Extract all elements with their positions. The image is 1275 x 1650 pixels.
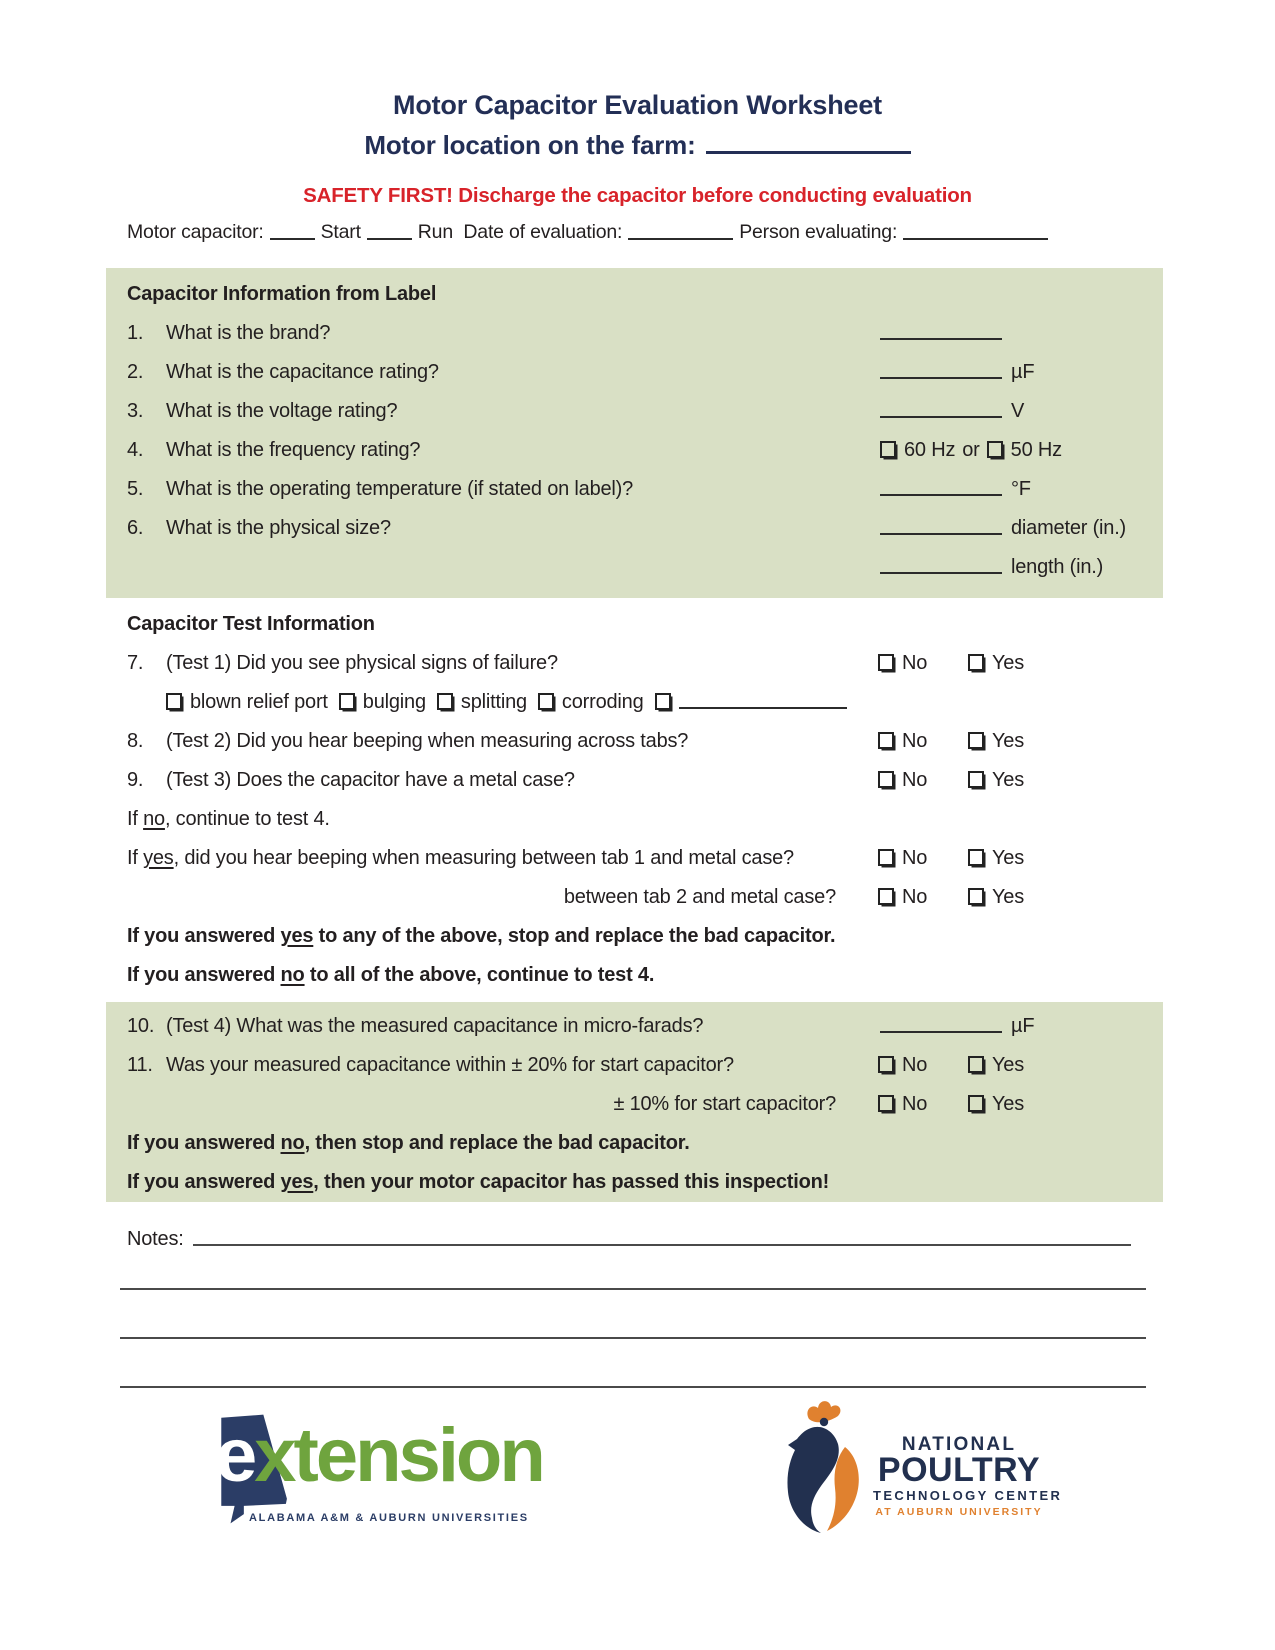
- instruction-text: If you answered yes, then your motor capacitor has passed this inspection!: [127, 1171, 830, 1193]
- no-option: [878, 1046, 927, 1085]
- answer-blank[interactable]: [880, 490, 1002, 496]
- checkbox-no[interactable]: [878, 732, 894, 749]
- question-text: (Test 1) Did you see physical signs of failure?: [166, 652, 558, 674]
- question-number: 11.: [127, 1054, 153, 1076]
- blown-relief-port-label: blown relief port: [190, 691, 328, 713]
- question-number: 4.: [127, 439, 144, 461]
- section-heading-row: [106, 274, 1163, 314]
- question-text: What is the physical size?: [166, 517, 391, 539]
- notes-line-1[interactable]: [193, 1239, 1131, 1246]
- no-label: No: [902, 886, 928, 908]
- checkbox-other-failure[interactable]: [655, 693, 671, 710]
- checkbox-bulging[interactable]: [339, 693, 355, 710]
- unit-label: µF: [1011, 361, 1035, 383]
- checkbox-corroding[interactable]: [538, 693, 554, 710]
- answer-blank[interactable]: [880, 1027, 1002, 1033]
- poultry-line-poultry: POULTRY: [877, 1451, 1041, 1489]
- label-info-section: [106, 268, 1163, 598]
- test4-section: [106, 1002, 1163, 1202]
- no-option: [878, 839, 927, 878]
- answer-area: [880, 509, 1126, 548]
- instruction-text: If you answered no to all of the above, continue to test 4.: [127, 964, 655, 986]
- section-heading-row: [106, 604, 1163, 644]
- checkbox-50hz[interactable]: [987, 441, 1003, 458]
- checkbox-no[interactable]: [878, 771, 894, 788]
- no-label: No: [902, 1093, 928, 1115]
- yes-option: [968, 761, 1024, 800]
- poultry-line-at-auburn: AT AUBURN UNIVERSITY: [875, 1506, 1043, 1518]
- question-capacitance-rating: [106, 353, 1163, 392]
- checkbox-no[interactable]: [878, 888, 894, 905]
- question-text: What is the brand?: [166, 322, 331, 344]
- length-blank[interactable]: [880, 568, 1002, 574]
- question-text: ± 10% for start capacitor?: [613, 1093, 836, 1115]
- poultry-center-logo: [778, 1398, 1063, 1548]
- motor-location-label: Motor location on the farm:: [364, 130, 696, 160]
- person-label: Person evaluating:: [739, 221, 898, 243]
- no-option: [878, 1085, 927, 1124]
- question-text: (Test 2) Did you hear beeping when measuring across tabs?: [166, 730, 689, 752]
- question-number: 2.: [127, 361, 144, 383]
- question-number: 10.: [127, 1015, 155, 1037]
- checkbox-no[interactable]: [878, 654, 894, 671]
- length-unit-label: length (in.): [1011, 556, 1104, 578]
- option-50hz-label: 50 Hz: [1010, 439, 1062, 461]
- run-blank[interactable]: [367, 234, 412, 240]
- test-info-section: [106, 604, 1163, 995]
- question-text: (Test 4) What was the measured capacitance in micro-farads?: [166, 1015, 704, 1037]
- motor-location-line: [0, 130, 1275, 161]
- checkbox-splitting[interactable]: [437, 693, 453, 710]
- yes-label: Yes: [992, 886, 1025, 908]
- extension-tagline: ALABAMA A&M & AUBURN UNIVERSITIES: [249, 1512, 529, 1524]
- question-physical-size: [106, 509, 1163, 548]
- motor-location-blank[interactable]: [706, 146, 911, 154]
- unit-label: µF: [1011, 1015, 1035, 1037]
- extension-e: e: [215, 1413, 255, 1498]
- instruction-stop-if-no: [106, 1124, 1163, 1163]
- question-text: between tab 2 and metal case?: [563, 886, 836, 908]
- question-text: What is the voltage rating?: [166, 400, 398, 422]
- question-voltage-rating: [106, 392, 1163, 431]
- no-option: [878, 644, 927, 683]
- start-label: Start: [320, 221, 361, 243]
- other-failure-blank[interactable]: [679, 703, 847, 709]
- notes-label: Notes:: [127, 1228, 184, 1250]
- yes-option: [968, 878, 1024, 917]
- instruction-if-no: [106, 800, 1163, 839]
- instruction-text: If you answered yes to any of the above, stop and replace the bad capacitor.: [127, 925, 836, 947]
- question-text: What is the capacitance rating?: [166, 361, 439, 383]
- evaluation-header-fields: [127, 221, 1054, 244]
- question-within-20-percent: [106, 1046, 1163, 1085]
- notes-line-4[interactable]: [120, 1386, 1146, 1388]
- question-frequency-rating: [106, 431, 1163, 470]
- label-info-heading: Capacitor Information from Label: [127, 283, 437, 305]
- checkbox-yes[interactable]: [968, 1056, 984, 1073]
- yes-label: Yes: [992, 1054, 1025, 1076]
- question-operating-temperature: [106, 470, 1163, 509]
- checkbox-no[interactable]: [878, 1095, 894, 1112]
- notes-row: [127, 1224, 1131, 1254]
- yes-label: Yes: [992, 847, 1025, 869]
- question-metal-case: [106, 761, 1163, 800]
- no-label: No: [902, 769, 928, 791]
- yes-option: [968, 644, 1024, 683]
- answer-blank[interactable]: [880, 412, 1002, 418]
- date-blank[interactable]: [628, 234, 733, 240]
- answer-area: [880, 548, 1103, 587]
- checkbox-no[interactable]: [878, 849, 894, 866]
- bulging-label: bulging: [362, 691, 426, 713]
- yes-label: Yes: [992, 769, 1025, 791]
- yes-label: Yes: [992, 652, 1025, 674]
- question-brand: [106, 314, 1163, 353]
- physical-size-length-row: [106, 548, 1163, 587]
- no-label: No: [902, 652, 928, 674]
- question-number: 3.: [127, 400, 144, 422]
- answer-area: [880, 314, 1011, 353]
- no-label: No: [902, 730, 928, 752]
- checkbox-yes[interactable]: [968, 732, 984, 749]
- checkbox-yes[interactable]: [968, 654, 984, 671]
- extension-wordmark: [215, 1398, 543, 1513]
- extension-logo: [205, 1412, 605, 1532]
- notes-line-3[interactable]: [120, 1337, 1146, 1339]
- yes-option: [968, 1085, 1024, 1124]
- checkbox-yes[interactable]: [968, 771, 984, 788]
- no-option: [878, 761, 927, 800]
- diameter-unit-label: diameter (in.): [1011, 517, 1127, 539]
- test-info-heading: Capacitor Test Information: [127, 613, 375, 635]
- motor-capacitor-label: Motor capacitor:: [127, 221, 264, 243]
- question-tab1-metal-case: [106, 839, 1163, 878]
- date-label: Date of evaluation:: [463, 221, 623, 243]
- no-option: [878, 722, 927, 761]
- no-option: [878, 878, 927, 917]
- question-text: What is the frequency rating?: [166, 439, 421, 461]
- answer-blank[interactable]: [880, 373, 1002, 379]
- question-number: 6.: [127, 517, 144, 539]
- page-title: Motor Capacitor Evaluation Worksheet: [393, 90, 882, 120]
- checkbox-60hz[interactable]: [880, 441, 896, 458]
- question-number: 8.: [127, 730, 144, 752]
- corroding-label: corroding: [561, 691, 644, 713]
- yes-option: [968, 722, 1024, 761]
- question-within-10-percent: [106, 1085, 1163, 1124]
- question-text: Was your measured capacitance within ± 20% for start capacitor?: [166, 1054, 734, 1076]
- splitting-label: splitting: [460, 691, 527, 713]
- checkbox-yes[interactable]: [968, 888, 984, 905]
- unit-label: °F: [1011, 478, 1031, 500]
- checkbox-yes[interactable]: [968, 849, 984, 866]
- poultry-line-technology-center: TECHNOLOGY CENTER: [873, 1488, 1063, 1503]
- person-blank[interactable]: [903, 234, 1048, 240]
- answer-area: [880, 431, 1062, 470]
- checkbox-blown-relief-port[interactable]: [166, 693, 182, 710]
- question-number: 9.: [127, 769, 144, 791]
- instruction-text: If no, continue to test 4.: [127, 808, 330, 830]
- no-label: No: [902, 847, 928, 869]
- safety-warning: SAFETY FIRST! Discharge the capacitor before conducting evaluation: [303, 184, 972, 207]
- instruction-stop-if-yes: [106, 917, 1163, 956]
- instruction-continue-if-no: [106, 956, 1163, 995]
- answer-area: [880, 1007, 1034, 1046]
- no-label: No: [902, 1054, 928, 1076]
- start-blank[interactable]: [270, 234, 315, 240]
- answer-area: [880, 470, 1031, 509]
- checkbox-no[interactable]: [878, 1056, 894, 1073]
- answer-area: [880, 353, 1034, 392]
- question-beeping-across-tabs: [106, 722, 1163, 761]
- unit-label: V: [1011, 400, 1025, 422]
- yes-option: [968, 1046, 1024, 1085]
- extension-word: xtension: [254, 1413, 543, 1498]
- run-label: Run: [417, 221, 453, 243]
- notes-line-2[interactable]: [120, 1288, 1146, 1290]
- failure-type-row: [106, 683, 1163, 722]
- question-text: What is the operating temperature (if stated on label)?: [166, 478, 634, 500]
- question-number: 1.: [127, 322, 144, 344]
- failure-type-options: [166, 683, 847, 722]
- instruction-passed-if-yes: [106, 1163, 1163, 1202]
- yes-option: [968, 839, 1024, 878]
- diameter-blank[interactable]: [880, 529, 1002, 535]
- or-label: or: [962, 439, 980, 461]
- question-number: 7.: [127, 652, 144, 674]
- yes-label: Yes: [992, 1093, 1025, 1115]
- rooster-icon: [778, 1398, 868, 1543]
- answer-area: [880, 392, 1024, 431]
- instruction-text: If you answered no, then stop and replace the bad capacitor.: [127, 1132, 690, 1154]
- answer-blank[interactable]: [880, 334, 1002, 340]
- question-physical-failure: [106, 644, 1163, 683]
- checkbox-yes[interactable]: [968, 1095, 984, 1112]
- yes-label: Yes: [992, 730, 1025, 752]
- question-tab2-metal-case: [106, 878, 1163, 917]
- option-60hz-label: 60 Hz: [904, 439, 956, 461]
- question-text: If yes, did you hear beeping when measuring between tab 1 and metal case?: [127, 847, 794, 869]
- question-number: 5.: [127, 478, 144, 500]
- question-measured-capacitance: [106, 1007, 1163, 1046]
- question-text: (Test 3) Does the capacitor have a metal case?: [166, 769, 575, 791]
- poultry-line-national: NATIONAL: [901, 1434, 1017, 1455]
